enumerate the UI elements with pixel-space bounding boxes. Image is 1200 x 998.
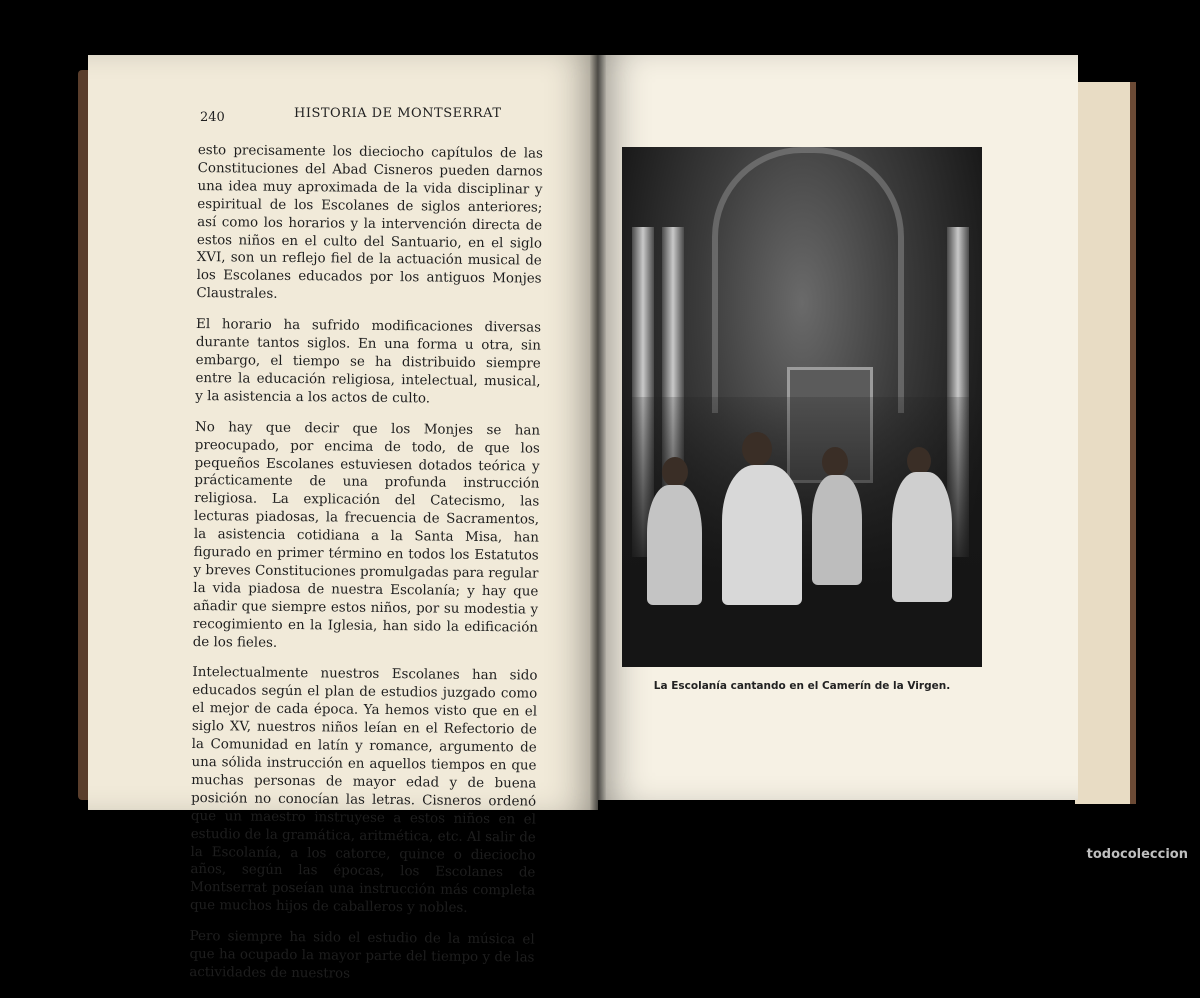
- book-page-stack-right: [1075, 82, 1136, 804]
- running-title: HISTORIA DE MONTSERRAT: [294, 106, 502, 121]
- singer-robe: [892, 472, 952, 602]
- singer-head: [822, 447, 848, 477]
- singer-head: [742, 432, 772, 466]
- singer-robe: [647, 485, 702, 605]
- paragraph: esto precisamente los dieciocho capítulos de las Constituciones del Abad Cisneros pueden darnos una idea muy aproximada de la vida disciplinar y espiritual de los Escolanes de siglos anteriores; así como los horarios y la intervención directa de estos niños en el culto del Santuario, en el siglo XVI, son un reflejo fiel de la actuación musical de los Escolanes educados por los antiguos Monjes Claustrales.: [196, 142, 543, 303]
- paragraph: Pero siempre ha sido el estudio de la música el que ha ocupado la mayor parte del tiempo y de las actividades de nuestros: [189, 929, 535, 982]
- singer-robe: [812, 475, 862, 585]
- paragraph: El horario ha sufrido modificaciones diversas durante tantos siglos. En una forma u otra, sin embargo, el tiempo se ha distribuido siempre entre la educación religiosa, intelectual, musical, y la asistencia a los actos de culto.: [195, 317, 542, 407]
- paragraph: No hay que decir que los Monjes se han preocupado, por encima de todo, de que los pequeños Escolanes estuviesen dotados teórica y prácticamente de una profunda instrucción religiosa. La explicación del Catecismo, las lecturas piadosas, la frecuencia de Sacramentos, la asistencia cotidiana a la Santa Misa, han figurado en primer término en todos los Estatutos y breves Constituciones promulgadas para regular la vida piadosa de nuestra Escolanía; y hay que añadir que siempre estos niños, por su modestia y recogimiento en la Iglesia, han sido la edificación de los fieles.: [192, 419, 541, 651]
- singer-head: [662, 457, 688, 487]
- choir-photograph: [622, 147, 982, 667]
- paragraph: Intelectualmente nuestros Escolanes han sido educados según el plan de estudios juzgado como el mejor de cada época. Ya hemos visto que en el siglo XV, nuestros niños leían en el Refectorio de la Comunidad en latín y romance, argumento de una sólida instrucción en aquellos tiempos en que muchas personas de mayor edad y de buena posición no conocían las letras. Cisneros ordenó que un maestro instruyese a estos niños en el estudio de la gramática, aritmética, etc. Al salir de la Escolanía, a los catorce, quince o dieciocho años, según las épocas, los Escolanes de Montserrat poseían una instrucción más completa que muchos hijos de caballeros y nobles.: [189, 665, 538, 917]
- watermark: todocoleccion: [1086, 847, 1188, 862]
- book-gutter: [590, 55, 606, 810]
- photo-caption: La Escolanía cantando en el Camerín de la Virgen.: [653, 680, 951, 692]
- page-number: 240: [200, 110, 225, 125]
- singer-robe: [722, 465, 802, 605]
- singer-head: [907, 447, 931, 475]
- body-text: [189, 142, 543, 998]
